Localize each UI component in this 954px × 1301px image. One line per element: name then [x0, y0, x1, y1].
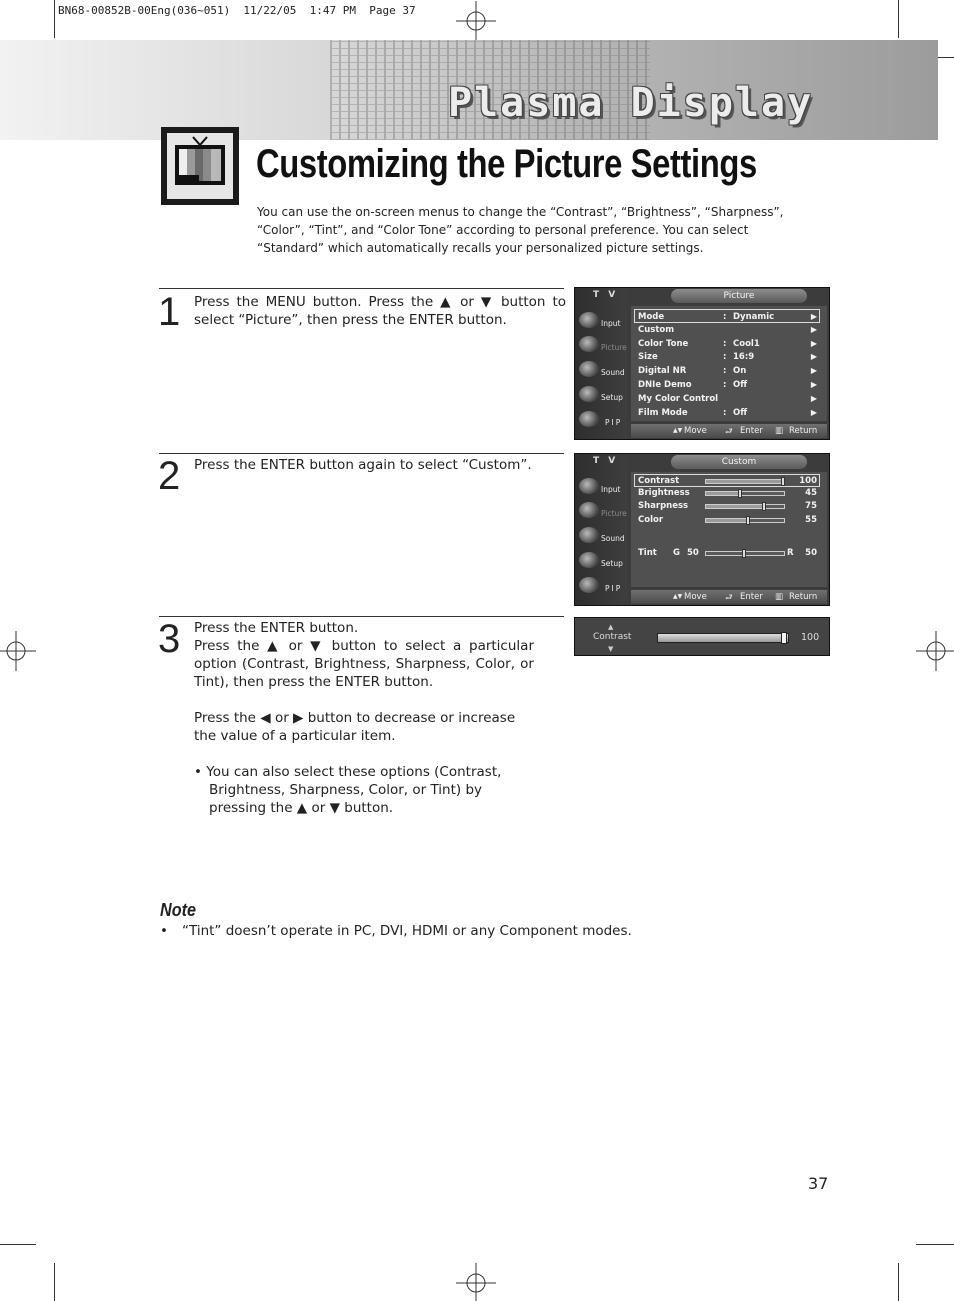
osd-picture-menu	[574, 287, 830, 440]
sound-icon	[579, 361, 599, 377]
menu-row-label: Size	[638, 352, 658, 363]
step-line: Press the ENTER button.	[194, 620, 359, 636]
menu-row[interactable]	[635, 392, 819, 406]
slider-fill	[706, 519, 749, 522]
slider-value: 100	[799, 476, 817, 486]
crop-mark	[898, 0, 899, 38]
slider-label: Brightness	[638, 488, 690, 499]
slider-bar	[705, 504, 785, 509]
slider-value: 55	[805, 514, 817, 525]
osd-side-picture: Picture	[577, 500, 627, 522]
slider-knob	[781, 632, 787, 644]
menu-row-value: On	[733, 366, 747, 377]
step-text	[194, 619, 566, 817]
crop-mark	[0, 1244, 36, 1245]
osd-side-setup: Setup	[577, 384, 627, 406]
step-divider	[159, 288, 564, 289]
tv-screen-icon	[167, 133, 233, 199]
menu-row-label: Digital NR	[638, 366, 687, 377]
slider-value: 75	[805, 501, 817, 512]
menu-row-value: Off	[733, 407, 748, 418]
osd-footer	[631, 424, 827, 438]
down-arrow-icon: ▼	[608, 645, 614, 653]
menu-row-label: DNIe Demo	[638, 380, 692, 390]
arrow-right-icon: ▶	[810, 380, 817, 389]
osd-footer	[631, 590, 827, 604]
step-number: 3	[158, 617, 181, 661]
slider-label: Color	[638, 514, 664, 525]
menu-row-colon: :	[723, 352, 727, 363]
slider-bar	[705, 479, 785, 484]
arrow-right-icon: ▶	[810, 338, 817, 348]
step-divider	[159, 453, 564, 454]
menu-row[interactable]	[635, 323, 819, 337]
osd-title: Picture	[671, 289, 807, 303]
registration-mark-icon	[916, 631, 954, 671]
sound-icon	[579, 527, 599, 543]
slider-row-tint: Tint G 50 R 50	[638, 548, 817, 558]
tv-icon	[161, 127, 239, 205]
menu-row-colon: :	[723, 407, 727, 418]
slider-knob	[738, 489, 742, 498]
enter-icon: ⮐	[725, 593, 733, 603]
picture-icon	[579, 502, 599, 518]
picture-icon	[579, 336, 599, 352]
osd-side-picture: Picture	[577, 334, 627, 356]
slider-label: Sharpness	[638, 501, 689, 512]
menu-row-colon: :	[723, 312, 727, 322]
osd-slider-panel	[631, 472, 827, 587]
menu-row[interactable]	[635, 337, 819, 351]
slider-value: 100	[801, 632, 820, 643]
menu-row[interactable]	[635, 364, 819, 378]
up-arrow-icon: ▲	[608, 623, 614, 631]
menu-row-value: Dynamic	[733, 312, 775, 322]
page-number: 37	[808, 1174, 829, 1193]
step-line: Press the ▲ or ▼ button to select a particular option (Contrast, Brightness, Sharpness, Color, or Tint), then press the ENTER button.	[194, 638, 534, 690]
slider-knob	[781, 477, 785, 486]
slider-label: Contrast	[638, 476, 680, 486]
input-icon	[579, 478, 599, 494]
contrast-slider-bar	[657, 633, 789, 643]
osd-contrast-slider	[574, 617, 830, 656]
slider-row[interactable]	[635, 500, 819, 513]
arrow-right-icon: ▶	[810, 407, 817, 417]
input-icon	[579, 312, 599, 328]
menu-row-label: Film Mode	[638, 407, 688, 418]
menu-row[interactable]	[634, 309, 820, 323]
slider-bar	[705, 491, 785, 496]
slider-fill	[706, 480, 784, 483]
intro-text: You can use the on-screen menus to change the “Contrast”, “Brightness”, “Sharpness”, “Color”, “Tint”, and “Color Tone” according to personal preference. You can select “Standard” which automatically recalls your personalized picture settings.	[257, 205, 784, 255]
osd-side-setup: Setup	[577, 550, 627, 572]
menu-row-label: Mode	[638, 312, 665, 322]
arrow-right-icon: ▶	[810, 312, 817, 321]
registration-mark-icon	[0, 631, 36, 671]
slider-value: 45	[805, 488, 817, 499]
menu-row-colon: :	[723, 366, 727, 377]
crop-mark	[898, 1263, 899, 1301]
slider-row[interactable]	[635, 487, 819, 500]
setup-icon	[579, 552, 599, 568]
osd-side-pip: PIP	[577, 575, 627, 597]
menu-row[interactable]	[635, 378, 819, 392]
osd-side-input: Input	[577, 310, 627, 332]
banner-title: Plasma Display	[448, 80, 814, 126]
footer-move: Move	[684, 426, 707, 436]
arrow-right-icon: ▶	[810, 352, 817, 362]
slider-knob	[762, 502, 766, 511]
setup-icon	[579, 386, 599, 402]
step-text: Press the MENU button. Press the ▲ or ▼ button to select “Picture”, then press the ENTER button.	[194, 294, 566, 328]
tint-slider	[705, 551, 785, 556]
step-number: 1	[158, 290, 181, 334]
arrow-right-icon: ▶	[810, 324, 817, 334]
menu-row-colon: :	[723, 338, 727, 349]
note-title: Note	[160, 900, 196, 920]
return-icon: ▥	[775, 426, 784, 436]
menu-row-value: 16:9	[733, 352, 755, 363]
slider-row[interactable]	[635, 514, 819, 527]
slider-fill	[706, 492, 741, 495]
arrow-right-icon: ▶	[810, 393, 817, 403]
step-number: 2	[158, 454, 181, 498]
registration-mark-icon	[456, 1263, 496, 1301]
pip-icon	[579, 411, 599, 427]
crop-mark	[54, 1263, 55, 1301]
osd-tv-label: T V	[593, 290, 619, 300]
osd-side-input: Input	[577, 476, 627, 498]
step-line: Press the ◀ or ▶ button to decrease or increase the value of a particular item.	[194, 710, 516, 744]
menu-row[interactable]	[635, 350, 819, 364]
slider-row[interactable]	[634, 474, 820, 487]
arrow-right-icon: ▶	[810, 366, 817, 376]
footer-return: Return	[789, 592, 818, 602]
step-divider	[159, 616, 564, 617]
page-title: Customizing the Picture Settings	[256, 142, 757, 186]
menu-row[interactable]	[635, 406, 819, 420]
menu-row-label: Custom	[638, 324, 675, 335]
slider-knob	[746, 516, 750, 525]
step-text: Press the ENTER button again to select “Custom”.	[194, 457, 532, 473]
print-header: BN68-00852B-00Eng(036~051) 11/22/05 1:47 PM Page 37	[58, 4, 416, 17]
move-icon: ▲▼	[673, 427, 683, 434]
footer-return: Return	[789, 426, 818, 436]
crop-mark	[916, 1244, 954, 1245]
menu-row-value: Cool1	[733, 338, 760, 349]
slider-bar	[705, 518, 785, 523]
footer-enter: Enter	[740, 426, 763, 436]
menu-row-label: My Color Control	[638, 393, 719, 404]
step-bullet: • You can also select these options (Contrast, Brightness, Sharpness, Color, or Tint) by pressing the ▲ or ▼ button.	[194, 764, 502, 816]
osd-side-pip: PIP	[577, 409, 627, 431]
pip-icon	[579, 577, 599, 593]
crop-mark	[54, 0, 55, 38]
menu-row-label: Color Tone	[638, 338, 689, 349]
slider-fill	[706, 505, 765, 508]
return-icon: ▥	[775, 592, 784, 602]
menu-row-value: Off	[733, 380, 748, 390]
note-text: • “Tint” doesn’t operate in PC, DVI, HDMI or any Component modes.	[160, 923, 632, 939]
osd-custom-menu	[574, 453, 830, 606]
osd-side-sound: Sound	[577, 359, 627, 381]
enter-icon: ⮐	[725, 427, 733, 437]
move-icon: ▲▼	[673, 593, 683, 600]
osd-side-sound: Sound	[577, 525, 627, 547]
registration-mark-icon	[456, 1, 496, 41]
osd-menu-panel	[631, 306, 827, 421]
slider-label: Contrast	[593, 632, 632, 642]
footer-enter: Enter	[740, 592, 763, 602]
menu-row-colon: :	[723, 380, 727, 390]
osd-tv-label: T V	[593, 456, 619, 466]
osd-title: Custom	[671, 455, 807, 469]
footer-move: Move	[684, 592, 707, 602]
